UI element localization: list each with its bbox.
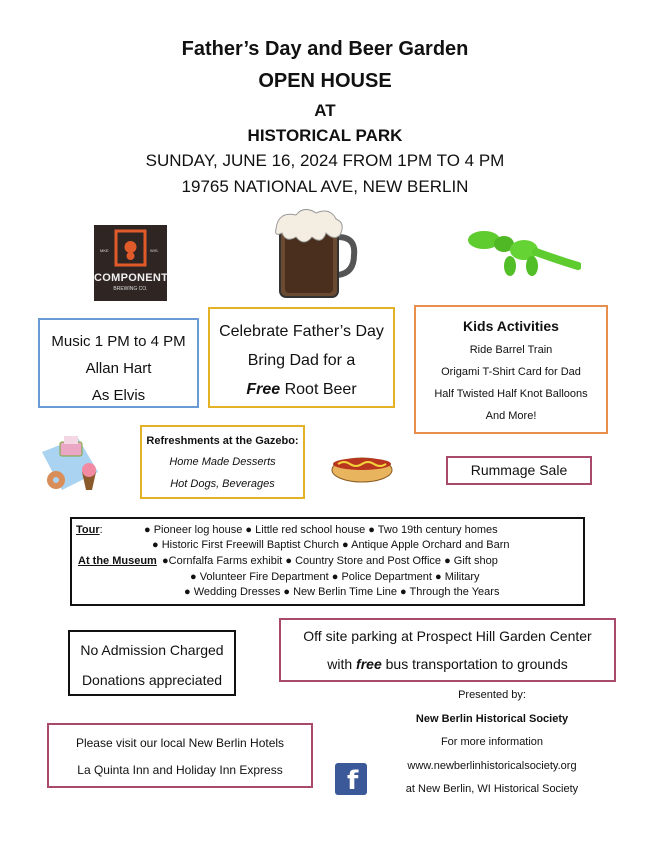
parking-rest: bus transportation to grounds <box>381 656 568 672</box>
refreshments-box <box>140 425 305 499</box>
hotels-line1: Please visit our local New Berlin Hotels <box>75 736 285 750</box>
kids-item: Half Twisted Half Knot Balloons <box>434 388 588 400</box>
fathers-day-box <box>208 307 395 408</box>
fathers-day-line1: Celebrate Father’s Day <box>219 323 384 340</box>
admission-box <box>68 630 236 696</box>
tour-colon: : <box>99 524 103 536</box>
tour-label: Tour <box>76 524 100 536</box>
society-name: New Berlin Historical Society <box>415 713 569 725</box>
root-beer-text: Root Beer <box>280 381 357 398</box>
kids-item: And More! <box>485 410 537 422</box>
museum-label: At the Museum <box>78 555 157 567</box>
refreshments-hotdogs: Hot Dogs, Beverages <box>170 478 275 490</box>
logo-left-mark: MKE <box>100 248 109 253</box>
kids-activities-box <box>414 305 608 434</box>
facebook-page-text: at New Berlin, WI Historical Society <box>405 783 579 795</box>
hot-dog-icon <box>330 450 394 484</box>
balloon-animal-icon <box>466 226 581 278</box>
presented-by: Presented by: <box>458 689 526 701</box>
music-box <box>38 318 199 408</box>
desserts-icon <box>38 432 106 496</box>
fathers-day-line3 <box>210 375 393 404</box>
museum-line1: ●Cornfalfa Farms exhibit ● Country Store and Post Office ● Gift shop <box>162 555 498 567</box>
event-address: 19765 NATIONAL AVE, NEW BERLIN <box>181 177 469 196</box>
more-info: For more information <box>440 736 544 748</box>
music-act: As Elvis <box>91 387 146 404</box>
parking-box <box>279 618 616 682</box>
music-time: Music 1 PM to 4 PM <box>51 333 186 350</box>
music-performer: Allan Hart <box>85 360 152 377</box>
museum-line3: ● Wedding Dresses ● New Berlin Time Line ● Through the Years <box>184 586 500 598</box>
event-at: AT <box>314 101 336 120</box>
parking-line1: Off site parking at Prospect Hill Garden Center <box>303 628 592 644</box>
event-date: SUNDAY, JUNE 16, 2024 FROM 1PM TO 4 PM <box>145 151 505 170</box>
refreshments-title: Refreshments at the Gazebo: <box>146 435 299 447</box>
society-website-link[interactable]: www.newberlinhistoricalsociety.org <box>407 760 577 772</box>
rummage-sale-box: Rummage Sale <box>446 456 592 485</box>
parking-free: free <box>356 656 382 672</box>
refreshments-desserts: Home Made Desserts <box>169 456 276 468</box>
facebook-glyph: f <box>347 766 359 796</box>
hotels-line2: La Quinta Inn and Holiday Inn Express <box>77 763 283 777</box>
kids-item: Ride Barrel Train <box>469 344 553 356</box>
kids-item: Origami T-Shirt Card for Dad <box>441 366 581 378</box>
free-emphasis: Free <box>246 381 281 398</box>
kids-title: Kids Activities <box>463 318 559 334</box>
tour-label-wrap <box>76 524 103 536</box>
event-subtitle: OPEN HOUSE <box>258 70 392 92</box>
logo-sub: BREWING CO. <box>113 286 148 292</box>
parking-with: with <box>327 656 357 672</box>
tour-box <box>70 517 585 606</box>
museum-line2: ● Volunteer Fire Department ● Police Department ● Military <box>190 571 480 583</box>
parking-line2 <box>281 650 614 678</box>
event-title: Father’s Day and Beer Garden <box>181 38 469 60</box>
event-location: HISTORICAL PARK <box>247 126 403 145</box>
admission-line1: No Admission Charged <box>80 642 224 658</box>
tour-line1: ● Pioneer log house ● Little red school house ● Two 19th century homes <box>144 524 498 536</box>
logo-name: COMPONENT <box>94 272 169 284</box>
fathers-day-line2: Bring Dad for a <box>247 352 356 369</box>
component-brewing-logo <box>94 225 167 301</box>
hotels-box <box>47 723 313 788</box>
root-beer-mug-icon <box>268 203 358 301</box>
facebook-icon[interactable] <box>335 763 367 795</box>
admission-line2: Donations appreciated <box>81 672 223 688</box>
tour-line2: ● Historic First Freewill Baptist Church ● Antique Apple Orchard and Barn <box>152 539 510 551</box>
logo-right-mark: WIS. <box>150 248 159 253</box>
